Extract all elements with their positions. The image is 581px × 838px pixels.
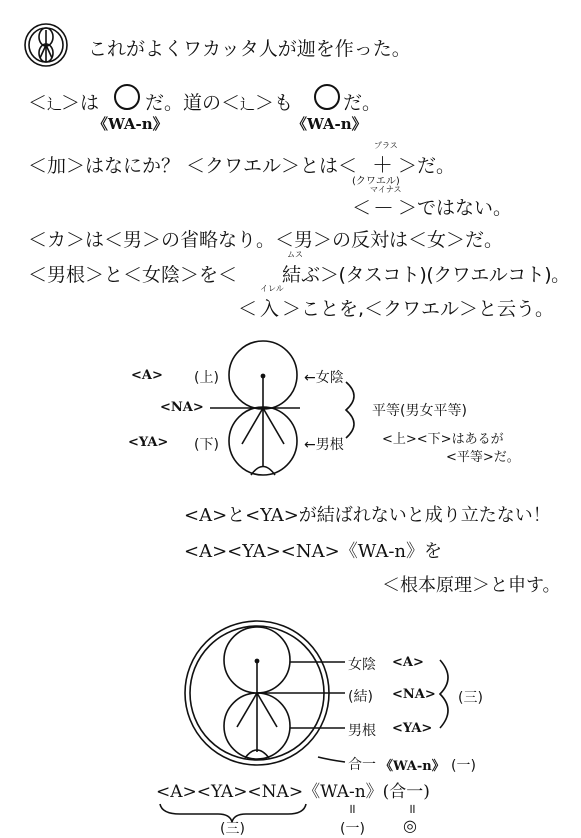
kuwaeru-label: (クワエル) [352,176,400,187]
d2-male: 男根 [348,723,376,739]
bottom-formula: <A><YA><NA>《WA-n》(合一) [156,782,430,802]
d2-musubi: (結) [348,689,373,705]
intro-text: これがよくワカッタ人が迦を作った。 [88,38,411,60]
ruby-musu: ムス [287,250,303,259]
minus-sign: － [373,196,394,220]
bottom-three: (三) [220,821,245,837]
bottom-one: (一) [340,821,365,837]
line7-head: ＜ [238,298,258,320]
d1-label-a: <A> [131,368,163,383]
d2-union: 合一 [348,757,376,773]
d1-female: ←女陰 [304,370,344,386]
double-circle-icon: ◎ [403,816,417,835]
bottom-equal-sign: ॥ [348,802,356,817]
line6-a: ＜男根＞と＜女陰＞を＜ [28,264,238,286]
d1-equal: 平等(男女平等) [372,403,467,419]
d1-note1: <上><下>はあるが [382,432,504,447]
line2-a: ＜辶＞は [28,92,100,114]
wan-label-1: 《WA-n》 [93,115,168,133]
ruby-plus: プラス [374,141,398,150]
d2-label-a: <A> [392,655,424,670]
line3-text: ＜加＞はなにか？ ＜クワエル＞とは＜ [28,155,358,177]
iru-word: 入 [260,298,280,320]
d2-label-na: <NA> [392,687,436,702]
middle-line2: <A><YA><NA>《WA-n》を [184,541,443,562]
plus-sign: ＋ [372,153,393,177]
line6-b: ＞(タスコト)(クワエルコト)。 [320,264,570,286]
line2-c: だ。道の＜辶＞も [145,92,294,114]
ruby-minus: マイナス [370,185,402,194]
line3-tail: ＞だ。 [398,155,456,177]
line7-tail: ＞ことを,＜クワエル＞と云う。 [282,298,555,320]
wan-label-2: 《WA-n》 [292,115,367,133]
middle-line1: <A>と<YA>が結ばれないと成り立たない！ [184,505,551,526]
d1-note2: <平等>だ。 [446,450,520,465]
d2-female: 女陰 [348,657,376,673]
d2-one: (一) [451,758,476,774]
d2-three: (三) [458,690,483,706]
line4-tail: ＞ではない。 [398,197,513,219]
d1-male: ←男根 [304,437,344,453]
line2-e: だ。 [343,92,382,114]
musubu-word: 結ぶ [282,264,321,286]
d2-label-ya: <YA> [392,721,433,736]
d1-label-na: <NA> [160,400,204,415]
line4-head: ＜ [352,197,372,219]
bottom-equal-sign-2: ॥ [408,802,416,817]
middle-line3: ＜根本原理＞と申す。 [382,575,561,596]
line5-text: ＜カ＞は＜男＞の省略なり。＜男＞の反対は＜女＞だ。 [28,229,504,251]
d1-lower: (下) [194,437,219,453]
d1-label-ya: <YA> [128,435,169,450]
ruby-ireru: イレル [260,284,284,293]
d2-wan: 《WA-n》 [380,759,445,774]
d1-upper: (上) [194,370,219,386]
